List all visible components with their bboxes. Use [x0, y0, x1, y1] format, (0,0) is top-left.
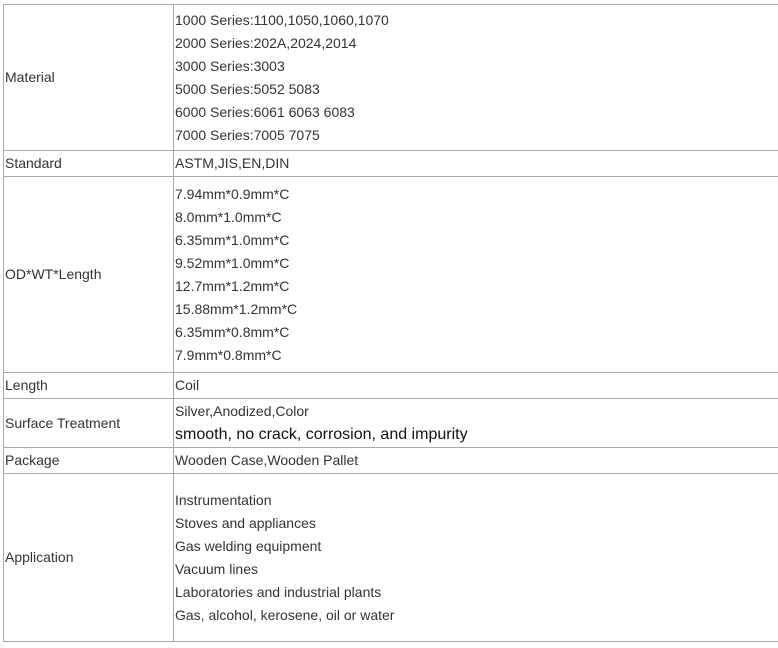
value-application [174, 474, 778, 642]
application-line: Gas, alcohol, kerosene, oil or water [175, 606, 395, 623]
application-line: Vacuum lines [175, 560, 259, 577]
surface-line: Silver,Anodized,Color [175, 403, 309, 419]
application-line: Gas welding equipment [175, 537, 322, 554]
label-surface-treatment: Surface Treatment [4, 399, 174, 448]
label-material: Material [4, 5, 174, 151]
material-line: 7000 Series:7005 7075 [175, 126, 320, 143]
material-line: 2000 Series:202A,2024,2014 [175, 34, 357, 51]
row-length [4, 373, 778, 399]
size-line: 6.35mm*0.8mm*C [175, 323, 290, 340]
application-line: Stoves and appliances [175, 514, 316, 531]
size-line: 7.9mm*0.8mm*C [175, 346, 282, 363]
row-application [4, 474, 778, 642]
value-surface-treatment [174, 399, 778, 448]
label-application: Application [4, 474, 174, 642]
value-od-wt-length [174, 177, 778, 373]
value-material [174, 5, 778, 151]
spec-table [3, 4, 778, 642]
label-package: Package [4, 448, 174, 474]
value-standard [174, 151, 778, 177]
material-line: 5000 Series:5052 5083 [175, 80, 320, 97]
size-line: 12.7mm*1.2mm*C [175, 277, 290, 294]
size-line: 15.88mm*1.2mm*C [175, 300, 298, 317]
label-od-wt-length: OD*WT*Length [4, 177, 174, 373]
surface-line: smooth, no crack, corrosion, and impurity [175, 426, 468, 443]
size-line: 8.0mm*1.0mm*C [175, 208, 282, 225]
row-standard [4, 151, 778, 177]
size-line: 9.52mm*1.0mm*C [175, 254, 290, 271]
row-od-wt-length [4, 177, 778, 373]
package-line: Wooden Case,Wooden Pallet [175, 452, 359, 468]
row-material [4, 5, 778, 151]
material-line: 1000 Series:1100,1050,1060,1070 [175, 11, 389, 28]
value-length [174, 373, 778, 399]
label-standard: Standard [4, 151, 174, 177]
material-line: 3000 Series:3003 [175, 57, 285, 74]
label-length: Length [4, 373, 174, 399]
application-line: Instrumentation [175, 491, 272, 508]
value-package [174, 448, 778, 474]
row-surface-treatment [4, 399, 778, 448]
application-line: Laboratories and industrial plants [175, 583, 382, 600]
size-line: 6.35mm*1.0mm*C [175, 231, 290, 248]
length-line: Coil [175, 377, 200, 393]
size-line: 7.94mm*0.9mm*C [175, 185, 290, 202]
row-package [4, 448, 778, 474]
standard-line: ASTM,JIS,EN,DIN [175, 155, 290, 171]
material-line: 6000 Series:6061 6063 6083 [175, 103, 355, 120]
